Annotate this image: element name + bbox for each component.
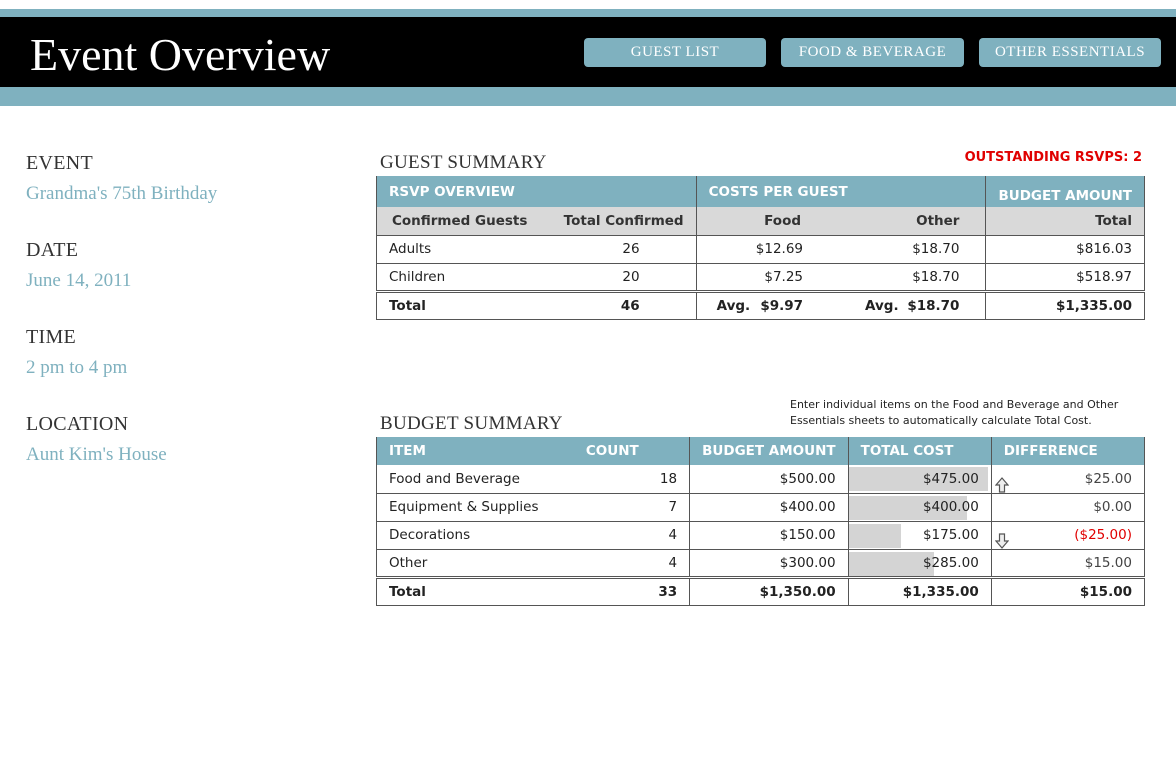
location-label: LOCATION (26, 413, 129, 435)
avg-food-cell (696, 291, 841, 319)
guest-list-button[interactable]: GUEST LIST (584, 38, 766, 67)
time-value[interactable]: 2 pm to 4 pm (26, 357, 128, 378)
arrow-down-icon (995, 533, 1009, 549)
location-value[interactable]: Aunt Kim's House (26, 444, 167, 465)
budget-summary-title: BUDGET SUMMARY (380, 413, 563, 434)
total-budget: $1,335.00 (986, 291, 1145, 319)
guest-summary-table (376, 176, 1145, 320)
time-label: TIME (26, 326, 77, 348)
other-essentials-button[interactable]: OTHER ESSENTIALS (979, 38, 1161, 67)
row-total: $816.03 (986, 235, 1145, 263)
budget-note: Enter individual items on the Food and Beverage and Other Essentials sheets to automatically calculate Total Cost. (790, 398, 1119, 427)
row-cost: $285.00 (922, 554, 979, 571)
table-row (377, 493, 1145, 521)
row-budget: $400.00 (690, 493, 849, 521)
event-label: EVENT (26, 152, 94, 174)
page-title: Event Overview (30, 29, 331, 80)
row-count: 20 (542, 263, 696, 291)
total-budget: $1,350.00 (690, 577, 849, 605)
row-total: $518.97 (986, 263, 1145, 291)
date-value[interactable]: June 14, 2011 (26, 270, 132, 291)
count-header: COUNT (574, 437, 690, 465)
avg-label: Avg. (716, 297, 751, 314)
row-budget: $500.00 (690, 465, 849, 493)
row-item: Equipment & Supplies (377, 493, 574, 521)
row-total-cost (848, 465, 991, 493)
row-total-cost (848, 493, 991, 521)
row-count: 4 (574, 549, 690, 577)
row-difference: ($25.00) (991, 521, 1144, 549)
total-label: Total (377, 577, 574, 605)
header-bottom-stripe (0, 87, 1176, 106)
total-confirmed-header: Total Confirmed (542, 207, 696, 235)
difference-header: DIFFERENCE (991, 437, 1144, 465)
food-beverage-button[interactable]: FOOD & BEVERAGE (781, 38, 964, 67)
budget-amount-header: BUDGET AMOUNT (986, 176, 1145, 207)
row-count: 4 (574, 521, 690, 549)
row-count: 7 (574, 493, 690, 521)
row-count: 26 (542, 235, 696, 263)
total-difference: $15.00 (991, 577, 1144, 605)
outstanding-rsvps: OUTSTANDING RSVPS: 2 (964, 150, 1142, 165)
row-item: Food and Beverage (377, 465, 574, 493)
total-row (377, 291, 1145, 319)
item-header: ITEM (377, 437, 574, 465)
cost-header: TOTAL COST (848, 437, 991, 465)
event-value[interactable]: Grandma's 75th Birthday (26, 183, 218, 204)
row-budget: $300.00 (690, 549, 849, 577)
row-difference: $0.00 (991, 493, 1144, 521)
arrow-up-icon (995, 477, 1009, 493)
total-count: 46 (542, 291, 696, 319)
table-row (377, 549, 1145, 577)
budget-header: BUDGET AMOUNT (690, 437, 849, 465)
row-cost: $400.00 (922, 499, 979, 515)
confirmed-guests-header: Confirmed Guests (377, 207, 543, 235)
avg-other: $18.70 (907, 297, 960, 314)
row-total-cost (848, 549, 991, 577)
row-food: $7.25 (696, 263, 841, 291)
row-other: $18.70 (841, 263, 986, 291)
table-row (377, 465, 1145, 493)
row-difference: $25.00 (991, 465, 1144, 493)
row-food: $12.69 (696, 235, 841, 263)
row-item: Other (377, 549, 574, 577)
guest-summary-title: GUEST SUMMARY (380, 152, 547, 173)
row-budget: $150.00 (690, 521, 849, 549)
avg-label: Avg. (865, 297, 899, 314)
costs-per-guest-header: COSTS PER GUEST (696, 176, 986, 207)
food-header: Food (696, 207, 841, 235)
header-top-stripe (0, 9, 1176, 17)
budget-summary-table (376, 437, 1145, 606)
total-label: Total (377, 291, 543, 319)
avg-other-cell (841, 291, 986, 319)
total-row (377, 577, 1145, 605)
row-cost: $175.00 (922, 527, 979, 543)
row-item: Decorations (377, 521, 574, 549)
total-header: Total (986, 207, 1145, 235)
total-count: 33 (574, 577, 690, 605)
rsvp-overview-header: RSVP OVERVIEW (377, 176, 697, 207)
table-row (377, 521, 1145, 549)
row-difference: $15.00 (991, 549, 1144, 577)
other-header: Other (841, 207, 986, 235)
row-cost: $475.00 (922, 470, 979, 487)
row-label: Adults (377, 235, 543, 263)
avg-food: $9.97 (760, 297, 804, 314)
row-total-cost (848, 521, 991, 549)
total-cost: $1,335.00 (848, 577, 991, 605)
date-label: DATE (26, 239, 79, 261)
row-other: $18.70 (841, 235, 986, 263)
row-label: Children (377, 263, 543, 291)
row-count: 18 (574, 465, 690, 493)
table-row (377, 263, 1145, 291)
table-row (377, 235, 1145, 263)
